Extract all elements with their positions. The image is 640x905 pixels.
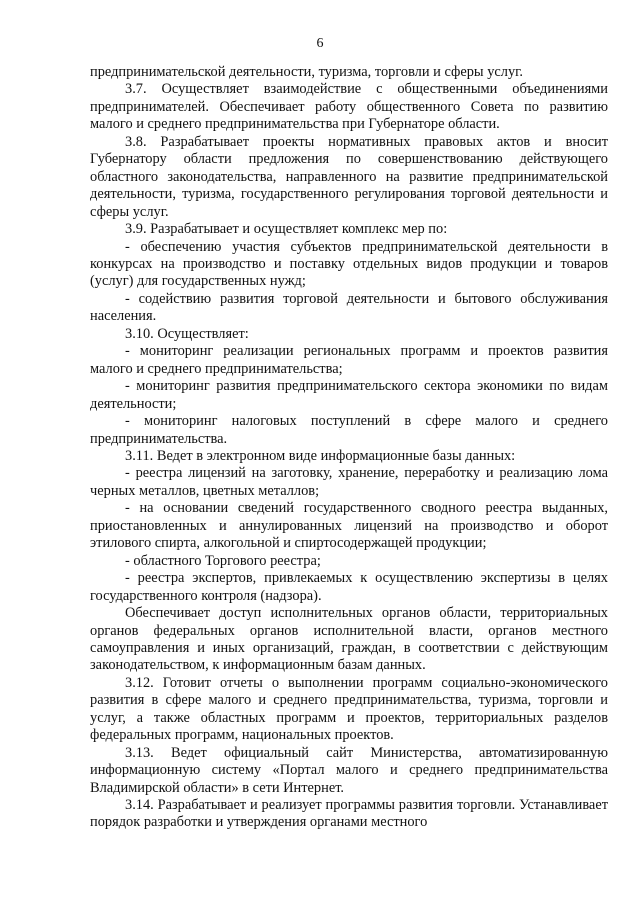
list-item: - мониторинг реализации региональных программ и проектов развития малого и среднего предпринимательства; — [90, 343, 608, 377]
paragraph-3-14: 3.14. Разрабатывает и реализует программы развития торговли. Устанавливает порядок разработки и утверждения органами местного — [90, 797, 608, 831]
list-item: - мониторинг налоговых поступлений в сфере малого и среднего предпринимательства. — [90, 413, 608, 447]
paragraph-access: Обеспечивает доступ исполнительных органов области, территориальных органов федеральных органов исполнительной власти, органов местного самоуправления и иных организаций, граждан, в соответствии с действующим законодательством, к информационным базам данных. — [90, 605, 608, 674]
list-item: - обеспечению участия субъектов предпринимательской деятельности в конкурсах на производство и поставку отдельных видов продукции и товаров (услуг) для государственных нужд; — [90, 238, 608, 290]
paragraph-3-10: 3.10. Осуществляет: — [125, 325, 249, 342]
list-item: - мониторинг развития предпринимательского сектора экономики по видам деятельности; — [90, 378, 608, 412]
paragraph-3-11: 3.11. Ведет в электронном виде информационные базы данных: — [125, 447, 516, 464]
list-item: - реестра лицензий на заготовку, хранение, переработку и реализацию лома черных металлов, цветных металлов; — [90, 465, 608, 499]
list-item: - областного Торгового реестра; — [125, 552, 321, 569]
list-item: - на основании сведений государственного сводного реестра выданных, приостановленных и аннулированных лицензий на производство и оборот этилового спирта, алкогольной и спиртосодержащей продукции; — [90, 500, 608, 552]
list-item: - реестра экспертов, привлекаемых к осуществлению экспертизы в целях государственного контроля (надзора). — [90, 570, 608, 604]
paragraph-3-13: 3.13. Ведет официальный сайт Министерства, автоматизированную информационную систему «Портал малого и среднего предпринимательства Владимирской области» в сети Интернет. — [90, 744, 608, 796]
paragraph-3-9: 3.9. Разрабатывает и осуществляет комплекс мер по: — [125, 221, 448, 238]
document-body — [90, 64, 608, 832]
page-number: 6 — [316, 36, 324, 51]
paragraph-3-12: 3.12. Готовит отчеты о выполнении программ социально-экономического развития в сфере малого и среднего предпринимательства, туризма, торговли и услуг, а также областных программ и проектов, территориальных разделов федеральных программ, национальных проектов. — [90, 674, 608, 744]
list-item: - содействию развития торговой деятельности и бытового обслуживания населения. — [90, 290, 608, 325]
paragraph-continuation: предпринимательской деятельности, туризма, торговли и сферы услуг. — [90, 64, 524, 80]
paragraph-3-7: 3.7. Осуществляет взаимодействие с общественными объединениями предпринимателей. Обеспечивает работу общественного Совета по развитию малого и среднего предпринимательства при Губернаторе области. — [90, 81, 608, 133]
paragraph-3-8: 3.8. Разрабатывает проекты нормативных правовых актов и вносит Губернатору области предложения по совершенствованию действующего областного законодательства, направленного на развитие предпринимательской деятельности, туризма, государственного регулирования торговой деятельности и сферы услуг. — [90, 133, 608, 220]
